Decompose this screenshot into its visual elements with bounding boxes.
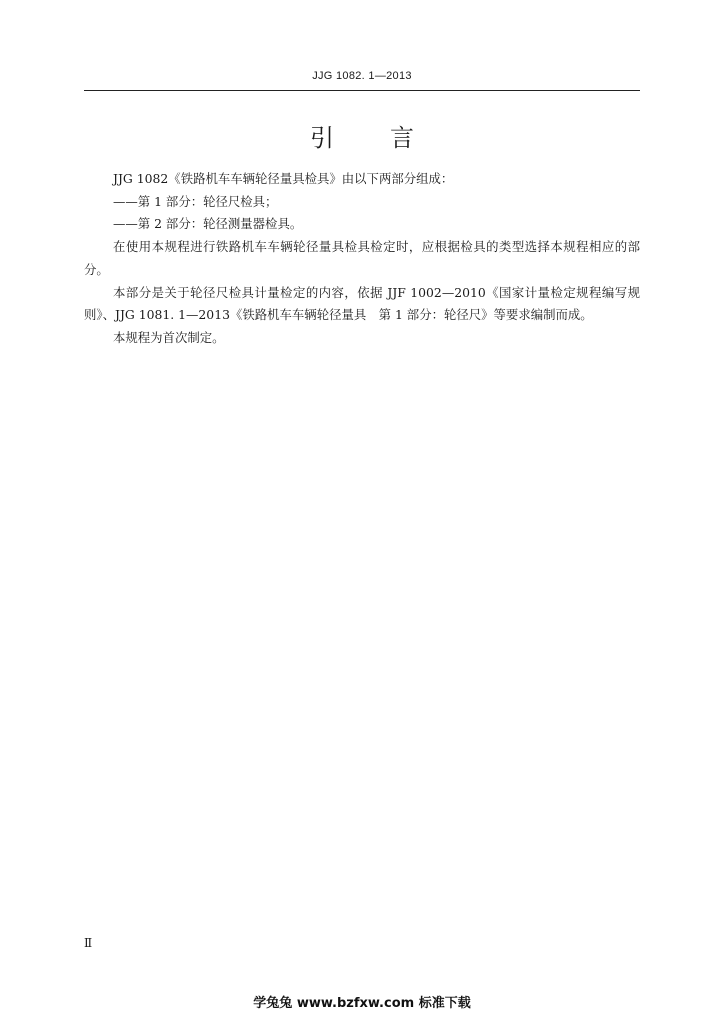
page-title-char-1: 引	[310, 124, 334, 152]
page-title	[0, 118, 724, 153]
paragraph-part-1: ——第 1 部分：轮径尺检具；	[113, 193, 278, 209]
paragraph-composition: JJG 1082《铁路机车车辆轮径量具检具》由以下两部分组成：	[113, 171, 454, 186]
footer-watermark: 学兔兔 www.bzfxw.com 标准下载	[253, 996, 471, 1011]
paragraph-first-edition: 本规程为首次制定。	[113, 329, 225, 345]
standard-code-header: JJG 1082. 1—2013	[312, 70, 412, 82]
page-title-char-2: 言	[390, 124, 414, 152]
paragraph-basis: 本部分是关于轮径尺检具计量检定的内容，依据 JJF 1002—2010《国家计量检定规程编写规则》、JJG 1081. 1—2013《铁路机车车辆轮径量具 第 1 部分：轮径尺》等要求编制而成。	[84, 284, 640, 323]
paragraph-usage: 在使用本规程进行铁路机车车辆轮径量具检具检定时，应根据检具的类型选择本规程相应的部分。	[84, 239, 640, 277]
header-divider	[84, 90, 640, 91]
introduction-body	[84, 168, 640, 350]
page-number: Ⅱ	[84, 936, 93, 950]
paragraph-part-2: ——第 2 部分：轮径测量器检具。	[113, 216, 303, 232]
